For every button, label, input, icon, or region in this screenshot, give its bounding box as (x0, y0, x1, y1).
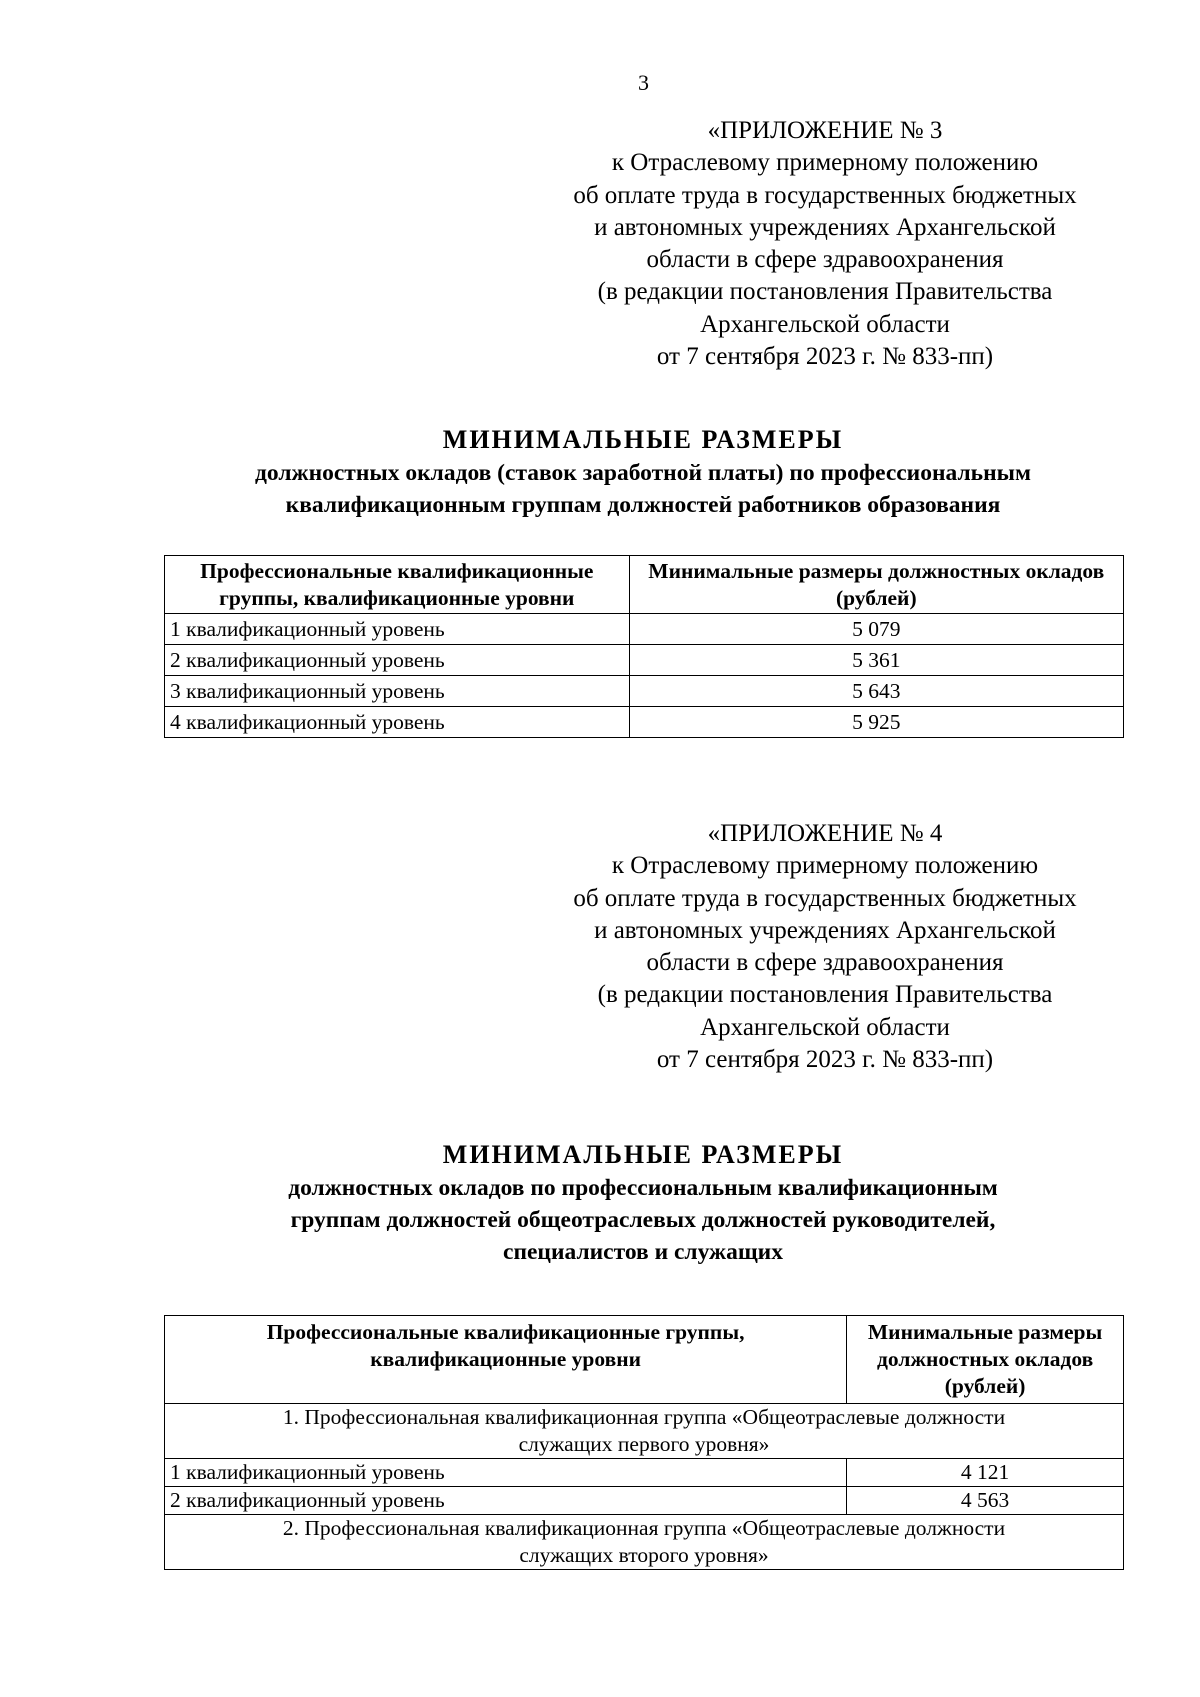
level-cell: 2 квалификационный уровень (165, 1487, 847, 1515)
salary-cell: 5 643 (629, 676, 1123, 707)
salary-table-education (164, 555, 1124, 738)
group-row (165, 1404, 1124, 1459)
appendix-4-line: об оплате труда в государственных бюджетных (573, 884, 1077, 912)
table-row (165, 707, 1124, 738)
salary-cell: 5 079 (629, 614, 1123, 645)
section-1-subtitle-line: должностных окладов (ставок заработной платы) по профессиональным (255, 460, 1031, 486)
salary-cell: 5 361 (629, 645, 1123, 676)
appendix-4-line: и автономных учреждениях Архангельской (594, 916, 1056, 944)
salary-cell: 5 925 (629, 707, 1123, 738)
salary-cell: 4 563 (847, 1487, 1124, 1515)
table-row (165, 614, 1124, 645)
table-header-groups: Профессиональные квалификационные группы, квалификационные уровни (165, 1316, 847, 1404)
table-header-salary: Минимальные размеры должностных окладов (рублей) (847, 1316, 1124, 1404)
table-row (165, 645, 1124, 676)
appendix-3-line: об оплате труда в государственных бюджетных (573, 181, 1077, 209)
appendix-3-line: «ПРИЛОЖЕНИЕ № 3 (707, 117, 943, 144)
section-2-subtitle-line: специалистов и служащих (503, 1239, 783, 1265)
salary-cell: 4 121 (847, 1459, 1124, 1487)
appendix-3-line: от 7 сентября 2023 г. № 833-пп) (656, 343, 994, 371)
appendix-4-line: (в редакции постановления Правительства (597, 981, 1053, 1009)
appendix-4-line: к Отраслевому примерному положению (611, 852, 1039, 880)
section-2-subtitle-line: группам должностей общеотраслевых должностей руководителей, (290, 1207, 996, 1233)
appendix-3-line: области в сфере здравоохранения (646, 246, 1004, 274)
level-cell: 3 квалификационный уровень (165, 676, 630, 707)
appendix-4-line: области в сфере здравоохранения (646, 949, 1004, 977)
table-row (165, 1459, 1124, 1487)
appendix-3-line: Архангельской области (700, 310, 950, 338)
appendix-3-line: к Отраслевому примерному положению (611, 149, 1039, 177)
table-header-groups: Профессиональные квалификационные группы, квалификационные уровни (165, 556, 630, 614)
section-2-title: МИНИМАЛЬНЫЕ РАЗМЕРЫ (442, 1140, 844, 1169)
appendix-4-header (510, 818, 1140, 1076)
group-2-cell: 2. Профессиональная квалификационная группа «Общеотраслевые должности служащих второго уровня» (165, 1515, 1124, 1570)
table-header-row (165, 556, 1124, 614)
level-cell: 4 квалификационный уровень (165, 707, 630, 738)
salary-table-general (164, 1315, 1124, 1570)
group-row (165, 1515, 1124, 1570)
table-row (165, 1487, 1124, 1515)
appendix-3-line: и автономных учреждениях Архангельской (594, 213, 1056, 241)
table-row (165, 676, 1124, 707)
table-header-row (165, 1316, 1124, 1404)
section-2-heading (150, 1138, 1136, 1268)
section-2-subtitle-line: должностных окладов по профессиональным квалификационным (288, 1175, 998, 1201)
appendix-4-line: «ПРИЛОЖЕНИЕ № 4 (707, 820, 943, 847)
section-1-subtitle-line: квалификационным группам должностей работников образования (285, 492, 1001, 518)
appendix-4-line: Архангельской области (700, 1013, 950, 1041)
page-number: 3 (638, 70, 649, 95)
level-cell: 1 квалификационный уровень (165, 614, 630, 645)
appendix-3-line: (в редакции постановления Правительства (597, 278, 1053, 306)
group-1-cell: 1. Профессиональная квалификационная группа «Общеотраслевые должности служащих первого уровня» (165, 1404, 1124, 1459)
level-cell: 2 квалификационный уровень (165, 645, 630, 676)
section-1-heading (150, 423, 1136, 521)
appendix-3-header (510, 115, 1140, 373)
level-cell: 1 квалификационный уровень (165, 1459, 847, 1487)
appendix-4-line: от 7 сентября 2023 г. № 833-пп) (656, 1046, 994, 1074)
section-1-title: МИНИМАЛЬНЫЕ РАЗМЕРЫ (442, 425, 844, 454)
table-header-salary: Минимальные размеры должностных окладов (рублей) (629, 556, 1123, 614)
